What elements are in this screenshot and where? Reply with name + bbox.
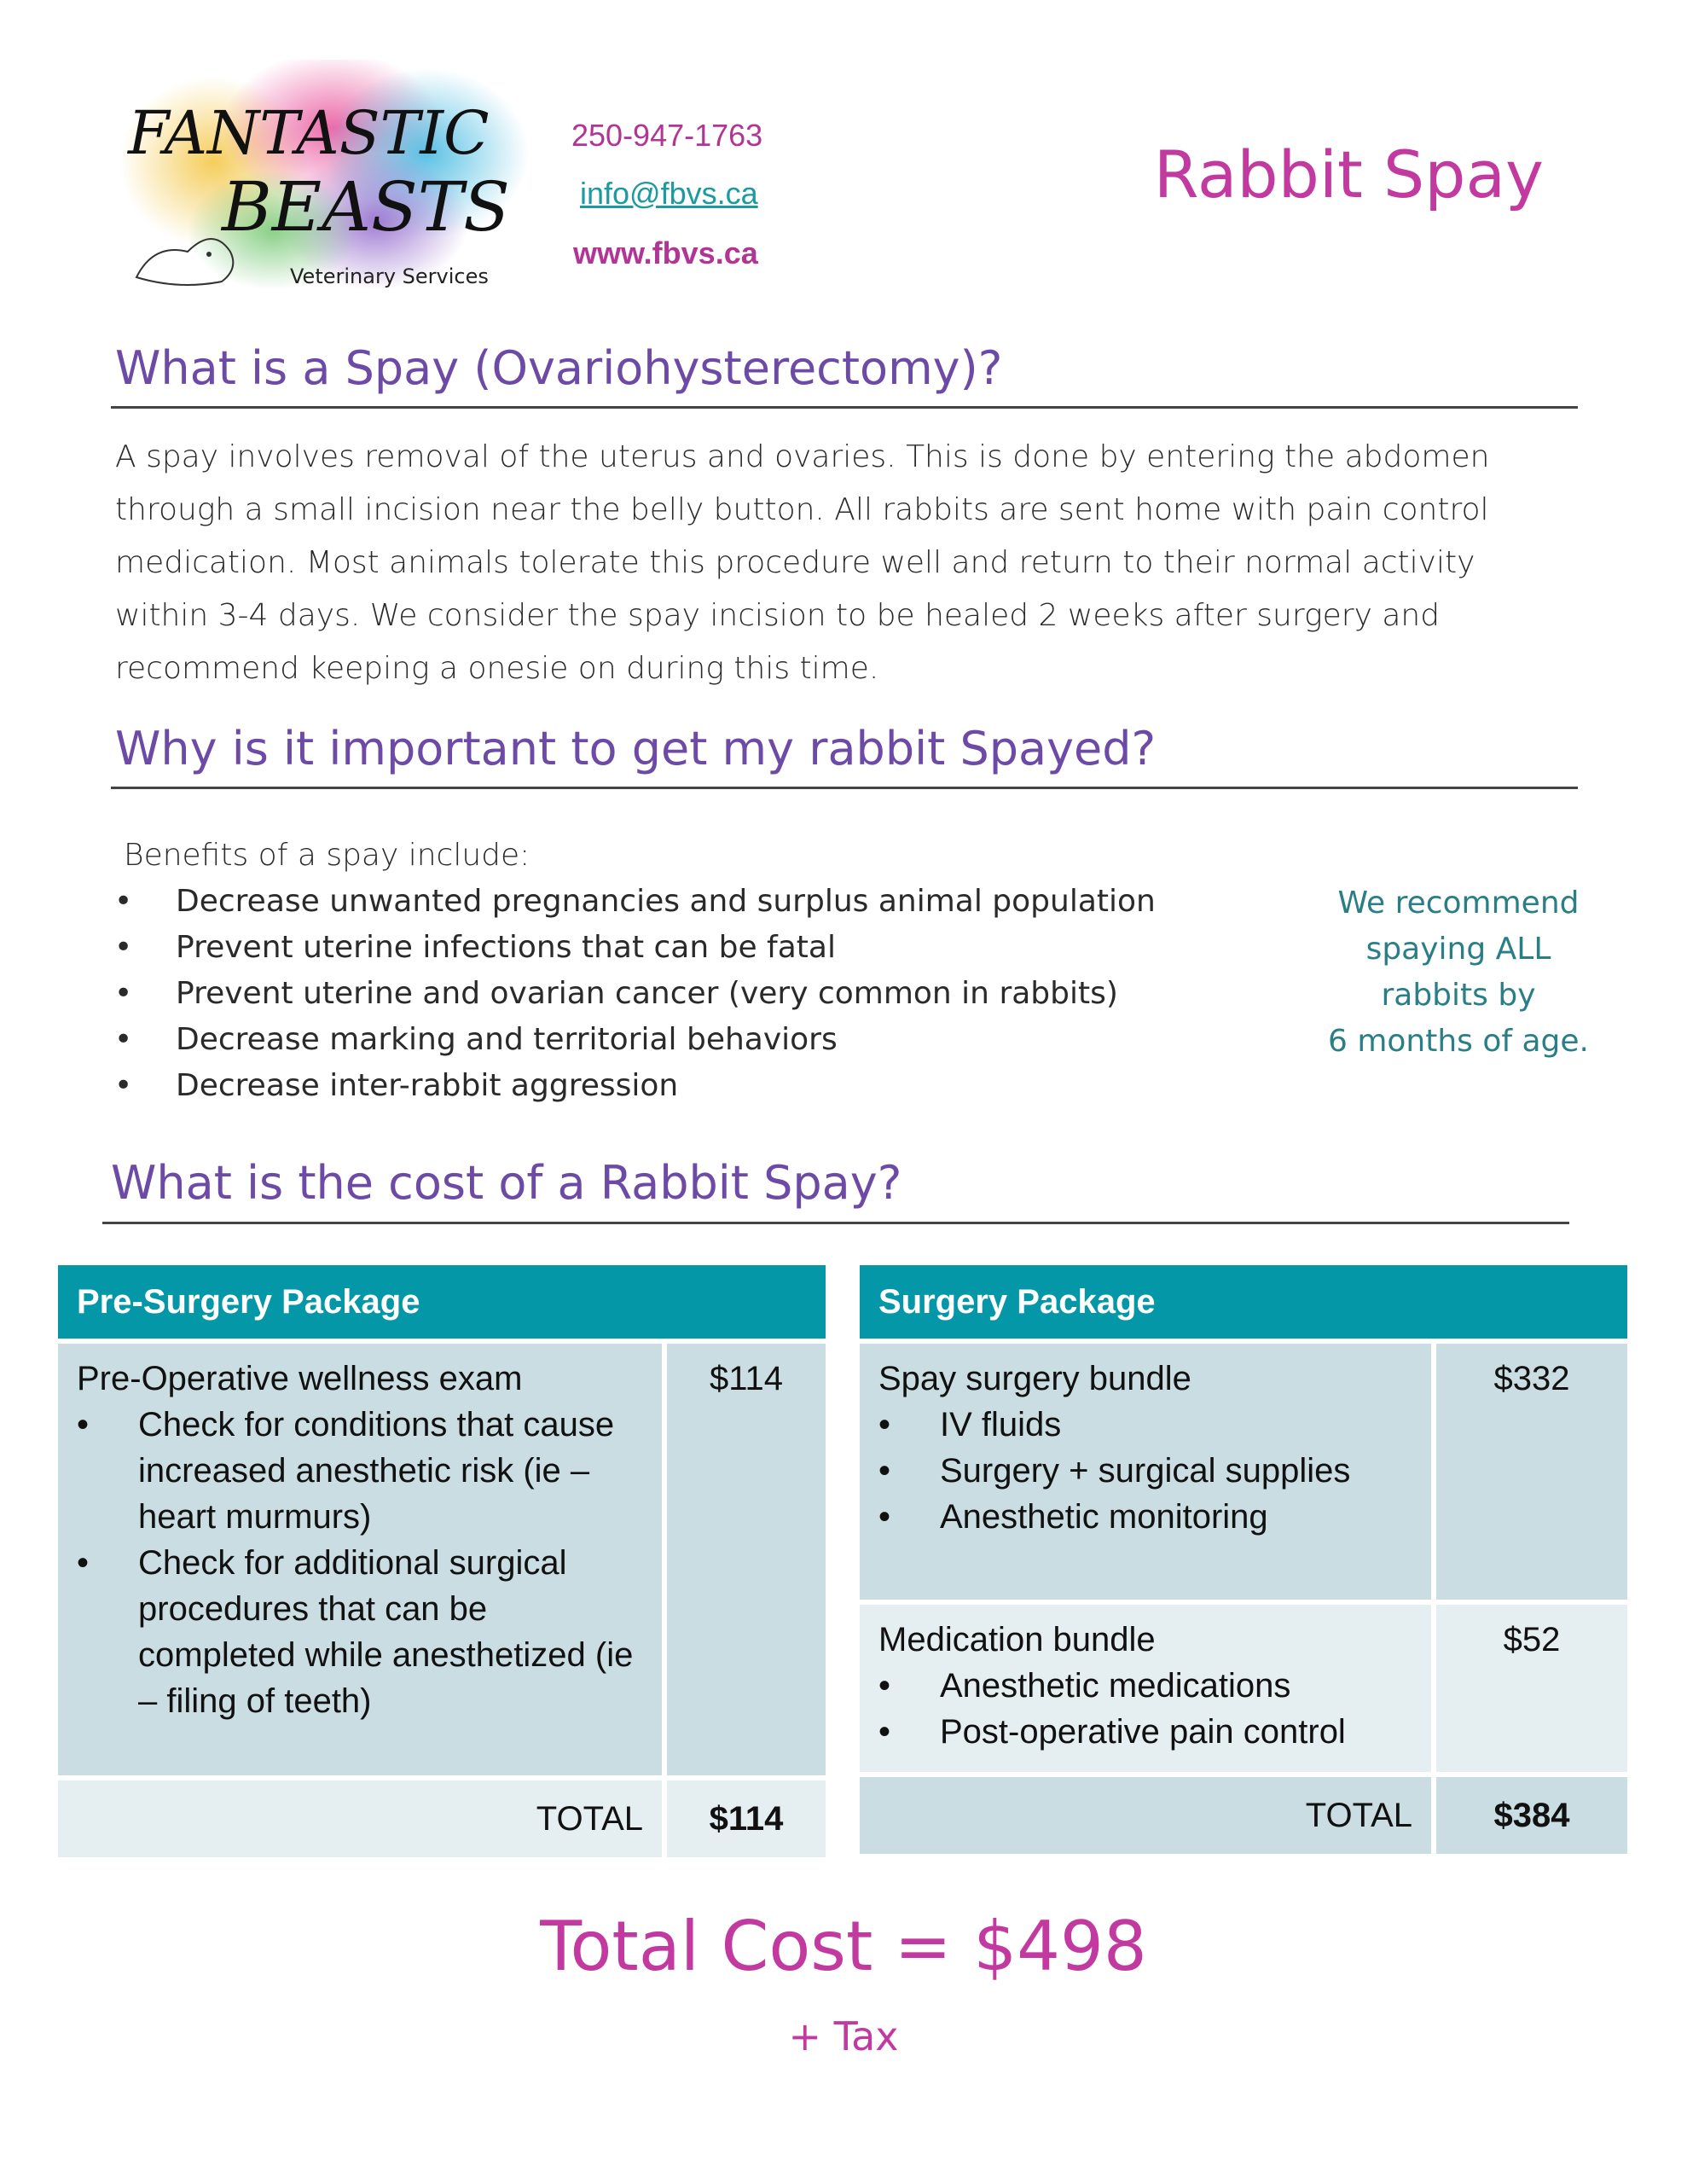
divider: [111, 406, 1578, 409]
benefits-intro: Benefits of a spay include:: [124, 838, 530, 873]
list-item: • Surgery + surgical supplies: [878, 1448, 1412, 1494]
benefits-list: [111, 879, 1156, 1109]
list-item: • Decrease inter-rabbit aggression: [111, 1063, 1156, 1109]
medication-bundle-cell: [860, 1605, 1431, 1772]
table-header: Surgery Package: [860, 1265, 1627, 1339]
price-cell: $114: [667, 1344, 826, 1775]
total-value: $384: [1436, 1777, 1627, 1854]
list-item: • Decrease unwanted pregnancies and surplus animal population: [111, 879, 1156, 925]
list-item: • Check for conditions that cause increased anesthetic risk (ie – heart murmurs): [77, 1402, 643, 1540]
price-cell: $52: [1436, 1605, 1627, 1772]
item-bullets: [878, 1402, 1412, 1540]
list-item: • IV fluids: [878, 1402, 1412, 1448]
item-title: Pre-Operative wellness exam: [77, 1360, 523, 1397]
recommend-line: 6 months of age.: [1327, 1024, 1590, 1059]
recommend-line: spaying ALL: [1365, 932, 1551, 967]
total-value: $114: [667, 1780, 826, 1857]
spay-description: A spay involves removal of the uterus and ovaries. This is done by entering the abdomen through a small incision near the belly button. All rabbits are sent home with pain control medication. Most animals tolerate this procedure well and return to their normal activity within 3-4 days. We consider the spay incision to be healed 2 weeks after surgery and recommend keeping a onesie on during this time.: [115, 439, 1490, 686]
recommend-line: rabbits by: [1381, 978, 1536, 1013]
surgery-package-table: [860, 1265, 1627, 1854]
item-title: Medication bundle: [878, 1621, 1156, 1658]
list-item: • Decrease marking and territorial behaviors: [111, 1017, 1156, 1063]
price-cell: $332: [1436, 1344, 1627, 1600]
document-title: Rabbit Spay: [1153, 136, 1544, 212]
logo-text-line2: BEASTS: [222, 167, 510, 247]
email-link[interactable]: info@fbvs.ca: [580, 176, 758, 211]
list-item: • Check for additional surgical procedures that can be completed while anesthetized (ie – filing of teeth): [77, 1540, 643, 1724]
pre-surgery-package-table: [58, 1265, 826, 1857]
website-link[interactable]: www.fbvs.ca: [573, 235, 758, 270]
table-header: Pre-Surgery Package: [58, 1265, 826, 1339]
item-bullets: [878, 1663, 1412, 1755]
item-bullets: [77, 1402, 643, 1724]
list-item: • Prevent uterine and ovarian cancer (very common in rabbits): [111, 971, 1156, 1017]
pre-op-exam-cell: [58, 1344, 662, 1775]
logo-text-line1: FANTASTIC: [128, 98, 490, 168]
total-label: TOTAL: [860, 1777, 1431, 1854]
item-title: Spay surgery bundle: [878, 1360, 1191, 1397]
section-heading-what-is-spay: What is a Spay (Ovariohysterectomy)?: [115, 341, 1003, 395]
recommendation-note: [1296, 880, 1620, 1065]
section-heading-why-spay: Why is it important to get my rabbit Spayed?: [115, 722, 1157, 775]
list-item: • Anesthetic monitoring: [878, 1494, 1412, 1540]
divider: [102, 1222, 1569, 1224]
divider: [111, 787, 1578, 789]
phone-number[interactable]: 250-947-1763: [571, 118, 763, 153]
total-cost: Total Cost = $498: [540, 1907, 1147, 1986]
spay-bundle-cell: [860, 1344, 1431, 1600]
section-heading-cost: What is the cost of a Rabbit Spay?: [111, 1156, 902, 1210]
fantastic-beasts-logo: [119, 60, 529, 307]
list-item: • Post-operative pain control: [878, 1709, 1412, 1755]
tax-note: + Tax: [788, 2013, 899, 2059]
list-item: • Prevent uterine infections that can be fatal: [111, 925, 1156, 971]
total-label: TOTAL: [58, 1780, 662, 1857]
list-item: • Anesthetic medications: [878, 1663, 1412, 1709]
logo-subtitle: Veterinary Services: [290, 264, 489, 288]
recommend-line: We recommend: [1337, 886, 1580, 921]
